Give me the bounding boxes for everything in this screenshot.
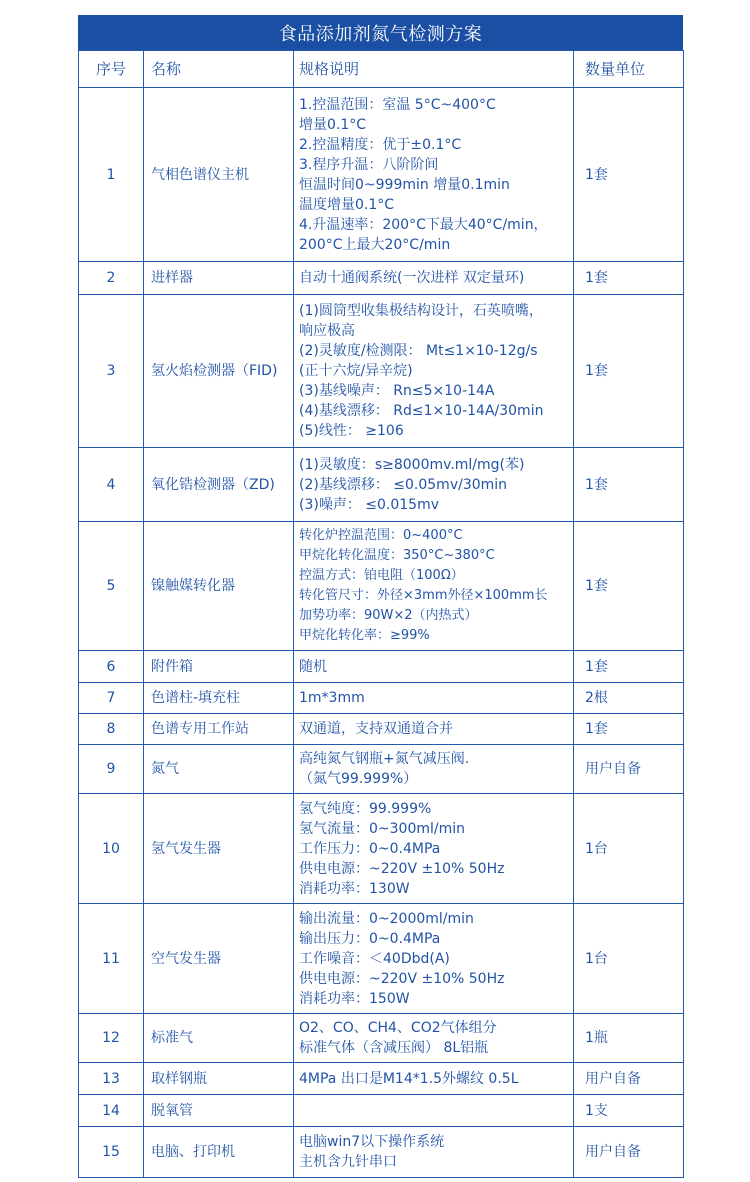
spec-line: 氢气纯度：99.999%: [299, 800, 432, 817]
item-name: 附件箱: [144, 651, 294, 683]
table-row: [79, 1014, 684, 1063]
item-name: 色谱专用工作站: [144, 714, 294, 745]
spec-table: [78, 50, 684, 1178]
spec-line: 自动十通阀系统(一次进样 双定量环): [299, 270, 525, 286]
item-quantity: 1套: [574, 262, 684, 295]
table-row: [79, 88, 684, 262]
item-name: 进样器: [144, 262, 294, 295]
spec-line: 消耗功率：130W: [299, 880, 410, 897]
item-name: 取样钢瓶: [144, 1063, 294, 1095]
spec-line: (2)灵敏度/检测限： Mt≤1×10-12g/s: [299, 343, 538, 359]
item-quantity: 用户自备: [574, 745, 684, 794]
item-spec: [294, 262, 574, 295]
item-spec: [294, 522, 574, 651]
item-name: 氮气: [144, 745, 294, 794]
spec-line: 随机: [299, 658, 327, 675]
spec-line: 双通道，支持双通道合并: [299, 721, 453, 737]
spec-line: O2、CO、CH4、CO2气体组分: [299, 1020, 497, 1036]
table-row: [79, 714, 684, 745]
spec-line: (4)基线漂移： Rd≤1×10-14A/30min: [299, 403, 544, 419]
spec-line: 响应极高: [299, 323, 355, 339]
item-spec: [294, 904, 574, 1014]
row-number: 15: [79, 1127, 144, 1178]
row-number: 8: [79, 714, 144, 745]
item-name: 色谱柱-填充柱: [144, 683, 294, 714]
row-number: 9: [79, 745, 144, 794]
spec-line: 输出流量：0~2000ml/min: [299, 910, 474, 927]
spec-line: 主机含九针串口: [299, 1154, 397, 1170]
item-name: 脱氧管: [144, 1095, 294, 1127]
item-quantity: 1套: [574, 522, 684, 651]
item-quantity: 1套: [574, 448, 684, 522]
item-spec: [294, 448, 574, 522]
table-row: [79, 1127, 684, 1178]
spec-line: 供电电源：~220V ±10% 50Hz: [299, 860, 505, 877]
spec-line: 控温方式：铂电阻（100Ω）: [299, 568, 464, 583]
table-row: [79, 262, 684, 295]
spec-line: 1m*3mm: [299, 690, 365, 706]
item-spec: [294, 295, 574, 448]
spec-line: 温度增量0.1°C: [299, 196, 395, 213]
table-row: [79, 794, 684, 904]
item-name: 氢气发生器: [144, 794, 294, 904]
row-number: 1: [79, 88, 144, 262]
row-number: 2: [79, 262, 144, 295]
spec-line: 输出压力：0~0.4MPa: [299, 930, 441, 947]
row-number: 7: [79, 683, 144, 714]
item-quantity: 1套: [574, 295, 684, 448]
spec-line: 4.升温速率：200°C下最大40°C/min，: [299, 216, 548, 233]
spec-line: 甲烷化转化温度：350°C~380°C: [299, 548, 495, 563]
item-quantity: 1台: [574, 794, 684, 904]
spec-line: 3.程序升温：八阶阶间: [299, 156, 439, 173]
spec-line: (3)噪声： ≤0.015mv: [299, 496, 440, 513]
row-number: 3: [79, 295, 144, 448]
item-spec: [294, 1127, 574, 1178]
spec-line: （氮气99.999%）: [299, 771, 418, 787]
item-spec: [294, 714, 574, 745]
row-number: 13: [79, 1063, 144, 1095]
column-header-no: 序号: [79, 51, 144, 88]
item-spec: [294, 1095, 574, 1127]
spec-line: 加势功率：90W×2（内热式）: [299, 608, 478, 623]
table-row: [79, 1095, 684, 1127]
column-header-row: [79, 51, 684, 88]
item-quantity: 1瓶: [574, 1014, 684, 1063]
item-name: 氢火焰检测器（FID): [144, 295, 294, 448]
item-spec: [294, 683, 574, 714]
spec-line: 200°C上最大20°C/min: [299, 236, 451, 253]
row-number: 4: [79, 448, 144, 522]
row-number: 5: [79, 522, 144, 651]
row-number: 11: [79, 904, 144, 1014]
spec-line: 增量0.1°C: [299, 116, 367, 133]
item-name: 空气发生器: [144, 904, 294, 1014]
spec-line: 氢气流量：0~300ml/min: [299, 820, 466, 837]
item-name: 镍触媒转化器: [144, 522, 294, 651]
item-name: 气相色谱仪主机: [144, 88, 294, 262]
table-row: [79, 683, 684, 714]
item-spec: [294, 745, 574, 794]
table-row: [79, 522, 684, 651]
table-row: [79, 295, 684, 448]
spec-line: (5)线性： ≥106: [299, 423, 404, 439]
table-title: 食品添加剂氮气检测方案: [78, 15, 683, 50]
item-spec: [294, 651, 574, 683]
item-name: 标准气: [144, 1014, 294, 1063]
item-quantity: 1支: [574, 1095, 684, 1127]
spec-line: 工作噪音：＜40Dbd(A): [299, 950, 450, 967]
item-spec: [294, 1014, 574, 1063]
item-quantity: 1套: [574, 714, 684, 745]
spec-line: 恒温时间0~999min 增量0.1min: [299, 176, 510, 193]
row-number: 12: [79, 1014, 144, 1063]
item-spec: [294, 1063, 574, 1095]
spec-line: (2)基线漂移： ≤0.05mv/30min: [299, 476, 508, 493]
item-name: 电脑、打印机: [144, 1127, 294, 1178]
table-row: [79, 904, 684, 1014]
spec-line: 电脑win7以下操作系统: [299, 1134, 445, 1150]
row-number: 6: [79, 651, 144, 683]
table-row: [79, 1063, 684, 1095]
spec-line: (3)基线噪声： Rn≤5×10-14A: [299, 383, 495, 399]
item-spec: [294, 794, 574, 904]
item-name: 氧化锆检测器（ZD): [144, 448, 294, 522]
table-row: [79, 651, 684, 683]
spec-sheet: [78, 15, 683, 1178]
item-quantity: 用户自备: [574, 1127, 684, 1178]
item-quantity: 用户自备: [574, 1063, 684, 1095]
spec-line: 高纯氮气钢瓶+氮气减压阀.: [299, 751, 470, 767]
spec-line: 供电电源：~220V ±10% 50Hz: [299, 970, 505, 987]
item-quantity: 1套: [574, 651, 684, 683]
table-row: [79, 448, 684, 522]
spec-line: 甲烷化转化率：≥99%: [299, 628, 430, 643]
item-quantity: 1台: [574, 904, 684, 1014]
spec-line: 转化炉控温范围：0~400°C: [299, 528, 463, 543]
column-header-name: 名称: [144, 51, 294, 88]
item-quantity: 2根: [574, 683, 684, 714]
spec-line: 2.控温精度：优于±0.1°C: [299, 136, 462, 153]
table-row: [79, 745, 684, 794]
spec-line: 标准气体（含减压阀） 8L铝瓶: [299, 1040, 489, 1056]
row-number: 14: [79, 1095, 144, 1127]
column-header-spec: 规格说明: [294, 51, 574, 88]
spec-line: (正十六烷/异辛烷): [299, 363, 413, 379]
spec-line: 1.控温范围：室温 5°C~400°C: [299, 96, 496, 113]
spec-line: 消耗功率：150W: [299, 990, 410, 1007]
column-header-qty: 数量单位: [574, 51, 684, 88]
spec-line: (1)灵敏度：s≥8000mv.ml/mg(苯): [299, 456, 525, 473]
item-spec: [294, 88, 574, 262]
spec-line: 转化管尺寸：外径×3mm外径×100mm长: [299, 588, 548, 603]
row-number: 10: [79, 794, 144, 904]
spec-line: 工作压力：0~0.4MPa: [299, 840, 441, 857]
spec-line: 4MPa 出口是M14*1.5外螺纹 0.5L: [299, 1070, 519, 1087]
item-quantity: 1套: [574, 88, 684, 262]
spec-line: (1)圆筒型收集极结构设计，石英喷嘴，: [299, 303, 543, 319]
